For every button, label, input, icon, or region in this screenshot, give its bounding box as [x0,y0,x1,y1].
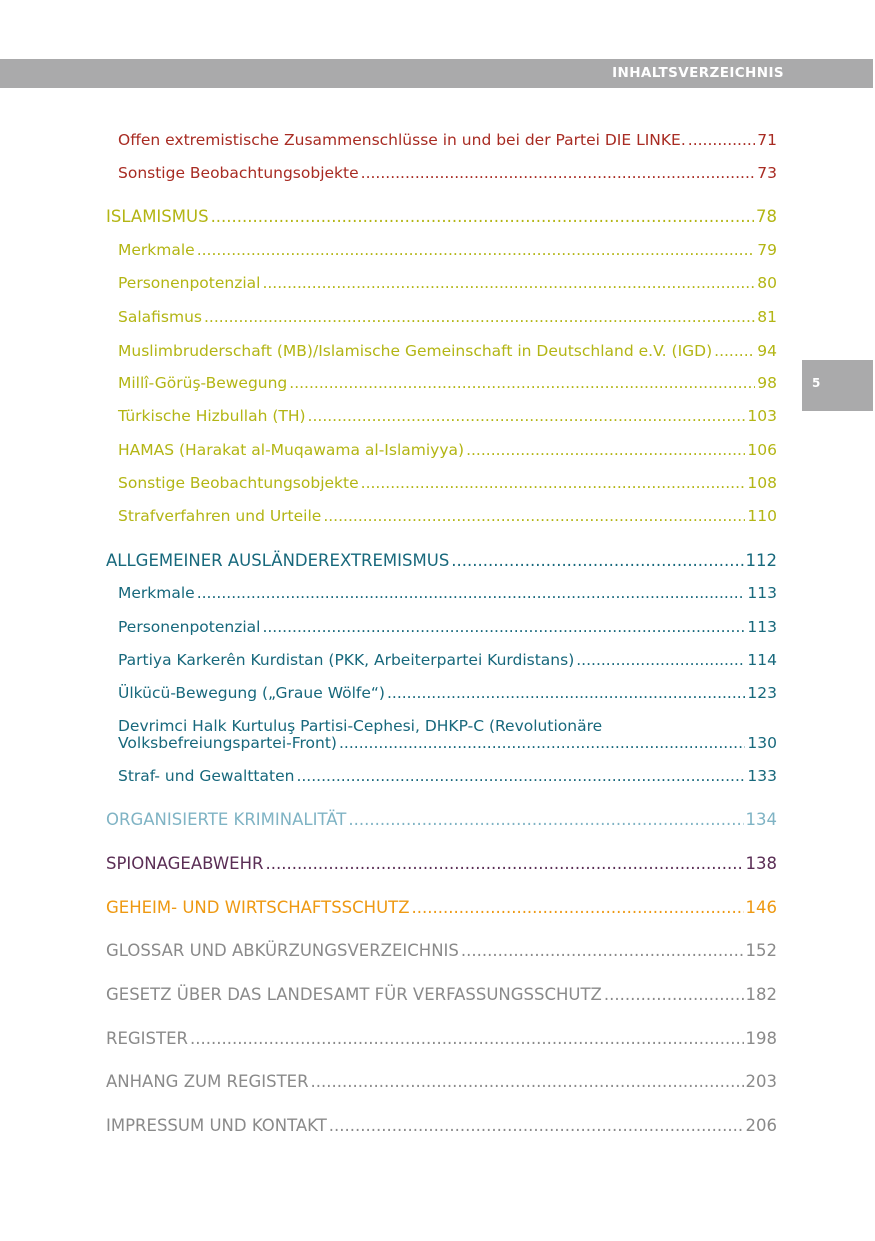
toc-entry-page: 106 [747,441,777,459]
dot-leader [387,684,745,702]
toc-entry[interactable] [118,507,777,525]
dot-leader [361,164,756,182]
toc-entry-page: 103 [747,407,777,425]
toc-chapter-page: 152 [745,941,777,960]
toc-chapter[interactable] [106,1116,777,1135]
toc-entry-title: Strafverfahren und Urteile [118,507,322,525]
header-band [0,59,873,88]
dot-leader [361,474,746,492]
toc-chapter[interactable] [106,1072,777,1091]
toc-entry[interactable] [118,684,777,702]
toc-entry[interactable] [118,374,777,392]
toc-chapter[interactable] [106,810,777,829]
dot-leader [197,584,746,602]
toc-entry-title: Türkische Hizbullah (TH) [118,407,306,425]
page-number-tab [802,360,873,411]
toc-chapter-page: 134 [745,810,777,829]
toc-chapter-page: 198 [745,1029,777,1048]
toc-entry[interactable] [118,474,777,492]
toc-entry-title: Offen extremistische Zusammenschlüsse in und bei der Partei DIE LINKE. [118,131,686,149]
dot-leader [289,374,755,392]
toc-entry-title: Devrimci Halk Kurtuluş Partisi-Cephesi, DHKP-C (Revolutionäre [118,717,603,735]
toc-entry-page: 71 [757,131,777,149]
toc-entry-title-continued: Volksbefreiungspartei-Front) [118,734,337,752]
toc-chapter[interactable] [106,207,777,226]
toc-entry-page: 133 [747,767,777,785]
dot-leader [204,308,755,326]
dot-leader [265,854,743,873]
toc-entry[interactable] [118,241,777,259]
dot-leader [451,551,743,570]
toc-entry-title: Personenpotenzial [118,618,261,636]
toc-entry[interactable] [118,274,777,292]
page-number: 5 [812,376,821,390]
toc-entry[interactable] [118,407,777,425]
toc-chapter-page: 206 [745,1116,777,1135]
toc-entry-page: 98 [757,374,777,392]
toc-entry[interactable] [118,767,777,785]
dot-leader [329,1116,744,1135]
toc-chapter-title: GEHEIM- UND WIRTSCHAFTSSCHUTZ [106,898,410,917]
toc-entry-page: 114 [747,651,777,669]
dot-leader [262,274,755,292]
toc-entry-title: Personenpotenzial [118,274,261,292]
toc-chapter-title: ISLAMISMUS [106,207,209,226]
toc-entry-title: Millî-Görüş-Bewegung [118,374,288,392]
dot-leader [190,1029,744,1048]
dot-leader [211,207,754,226]
toc-entry[interactable] [118,618,777,636]
toc-entry-title: Straf- und Gewalttaten [118,767,295,785]
toc-entry-page: 94 [757,342,777,360]
dot-leader [311,1072,744,1091]
toc-entry-page: 130 [747,734,777,752]
toc-chapter-page: 146 [745,898,777,917]
toc-entry[interactable] [118,718,777,752]
dot-leader [576,651,745,669]
dot-leader [714,342,755,360]
toc-entry-page: 73 [757,164,777,182]
toc-chapter-title: SPIONAGEABWEHR [106,854,264,873]
toc-entry-page: 110 [747,507,777,525]
toc-entry-title: Sonstige Beobachtungsobjekte [118,164,359,182]
dot-leader [412,898,744,917]
dot-leader [348,810,743,829]
toc-chapter[interactable] [106,985,777,1004]
toc-chapter-title: ANHANG ZUM REGISTER [106,1072,309,1091]
page-title: INHALTSVERZEICHNIS [612,65,784,81]
toc-entry[interactable] [118,584,777,602]
toc-chapter-title: ALLGEMEINER AUSLÄNDEREXTREMISMUS [106,551,450,570]
toc-entry-page: 113 [747,618,777,636]
toc-chapter-title: ORGANISIERTE KRIMINALITÄT [106,810,347,829]
toc-entry-title: Salafismus [118,308,202,326]
toc-chapter-page: 182 [745,985,777,1004]
toc-chapter-title: GESETZ ÜBER DAS LANDESAMT FÜR VERFASSUNGSSCHUTZ [106,985,602,1004]
toc-entry-title: Sonstige Beobachtungsobjekte [118,474,359,492]
toc-entry[interactable] [118,342,777,360]
toc-entry-page: 80 [757,274,777,292]
toc-chapter[interactable] [106,898,777,917]
toc-chapter-page: 138 [745,854,777,873]
toc-chapter-page: 203 [745,1072,777,1091]
toc-chapter-title: GLOSSAR UND ABKÜRZUNGSVERZEICHNIS [106,941,459,960]
toc-entry[interactable] [118,164,777,182]
toc-entry-title: Merkmale [118,584,195,602]
dot-leader [323,507,745,525]
toc-chapter-title: IMPRESSUM UND KONTAKT [106,1116,327,1135]
toc-chapter-title: REGISTER [106,1029,188,1048]
toc-entry-page: 123 [747,684,777,702]
toc-entry-title: HAMAS (Harakat al-Muqawama al-Islamiyya) [118,441,465,459]
dot-leader [308,407,746,425]
toc-entry-page: 79 [757,241,777,259]
toc-chapter[interactable] [106,941,777,960]
dot-leader [688,131,755,149]
toc-entry-title: Partiya Karkerên Kurdistan (PKK, Arbeiterpartei Kurdistans) [118,651,575,669]
dot-leader [461,941,744,960]
dot-leader [296,767,745,785]
toc-entry-page: 113 [747,584,777,602]
dot-leader [339,735,745,752]
toc-entry[interactable] [118,441,777,459]
toc-chapter-page: 78 [756,207,777,226]
toc-entry-title: Merkmale [118,241,195,259]
dot-leader [466,441,745,459]
toc-chapter[interactable] [106,1029,777,1048]
toc-chapter[interactable] [106,854,777,873]
toc-entry[interactable] [118,651,777,669]
toc-entry[interactable] [118,308,777,326]
dot-leader [197,241,756,259]
toc-chapter-page: 112 [745,551,777,570]
toc-entry[interactable] [118,131,777,149]
toc-chapter[interactable] [106,551,777,570]
dot-leader [604,985,744,1004]
toc-entry-title: Ülkücü-Bewegung („Graue Wölfe“) [118,684,385,702]
dot-leader [262,618,745,636]
toc-entry-page: 81 [757,308,777,326]
toc-entry-title: Muslimbruderschaft (MB)/Islamische Gemeinschaft in Deutschland e.V. (IGD) [118,342,713,360]
toc-entry-page: 108 [747,474,777,492]
